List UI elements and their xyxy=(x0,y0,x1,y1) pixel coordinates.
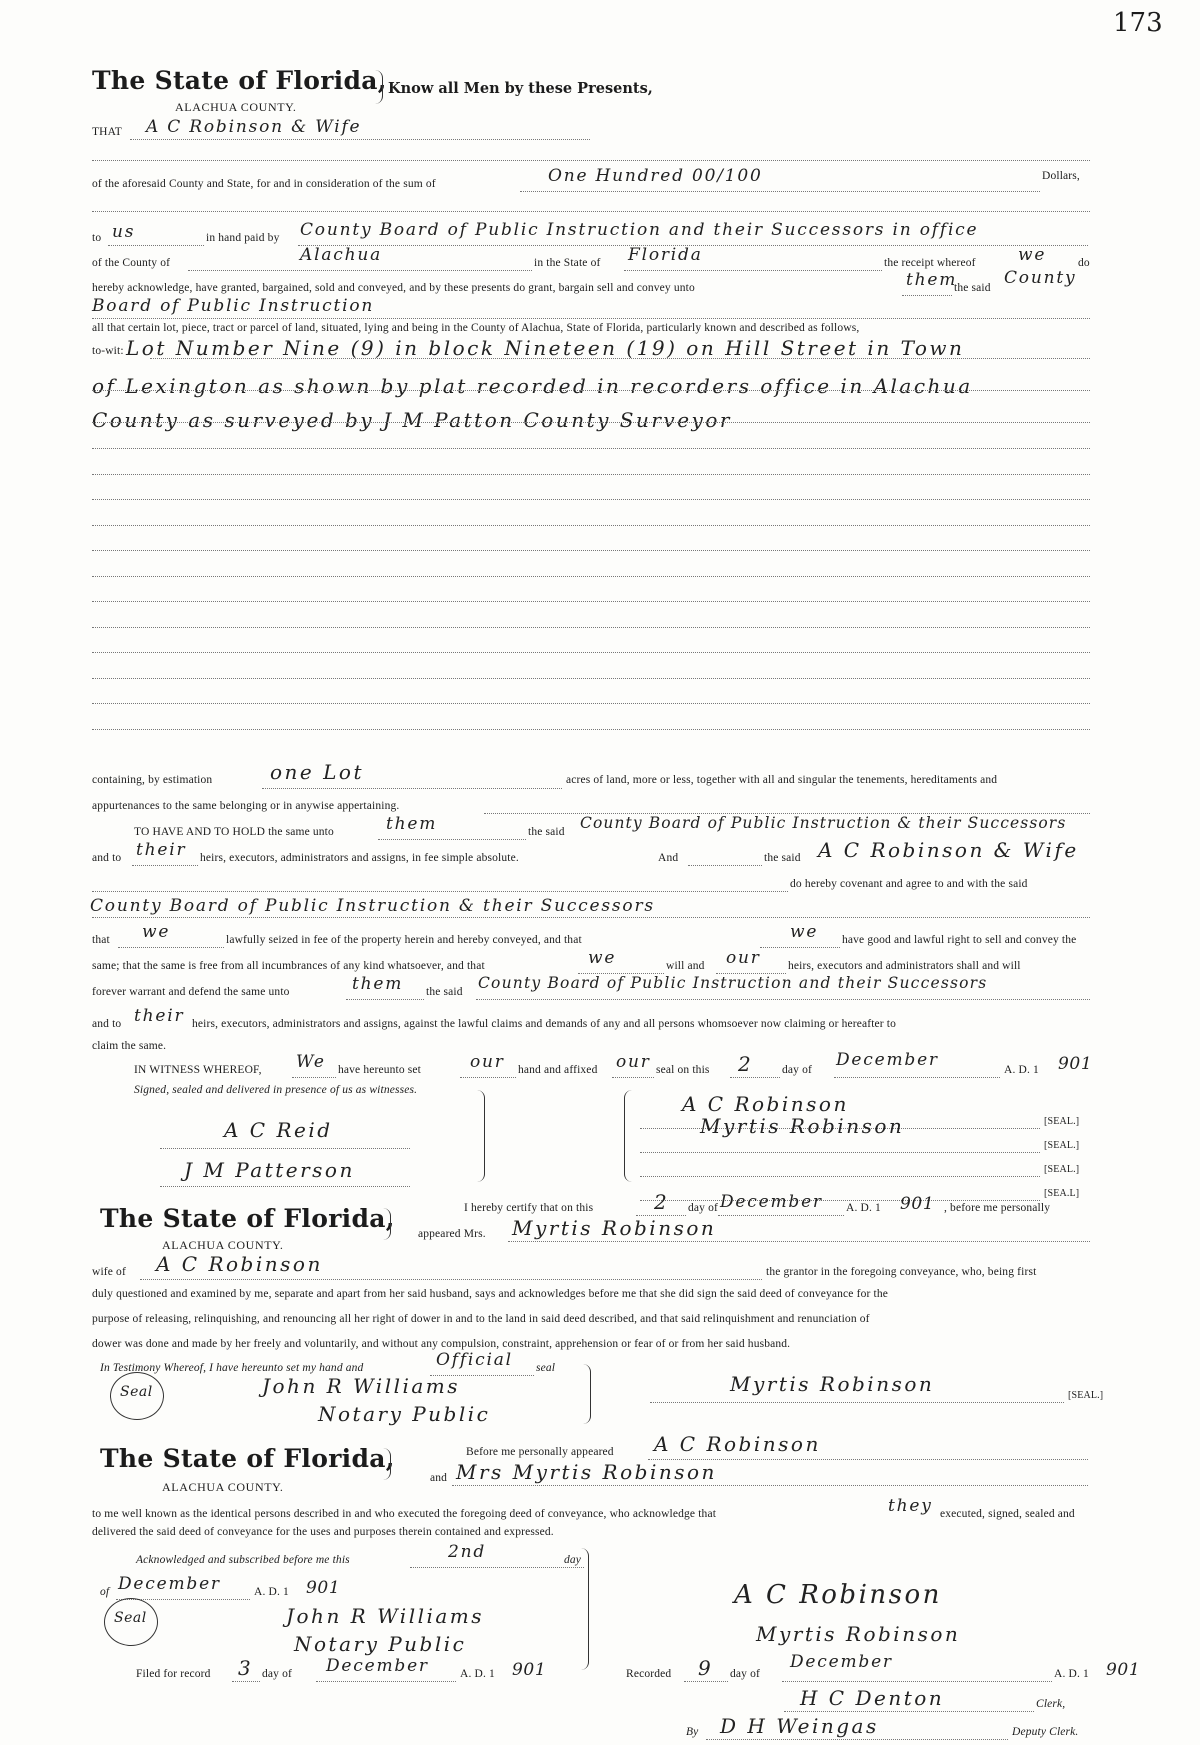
by-label: By xyxy=(686,1726,699,1738)
seal-label: [SEAL.] xyxy=(1044,1116,1080,1127)
fill-line xyxy=(730,1077,780,1078)
fill-line xyxy=(410,1567,584,1568)
fill-line xyxy=(108,245,204,246)
consideration-text: of the aforesaid County and State, for and in consideration of the sum of xyxy=(92,178,436,190)
seized-text: lawfully seized in fee of the property herein and hereby conveyed, and that xyxy=(226,934,582,946)
fill-line xyxy=(92,576,1090,577)
description-line: Lot Number Nine (9) in block Nineteen (19) on Hill Street in Town xyxy=(126,336,965,360)
fill-line xyxy=(150,358,1090,359)
seal-label: [SEAL.] xyxy=(1044,1164,1080,1175)
witness-value: We xyxy=(296,1052,326,1072)
fill-line xyxy=(378,839,526,840)
fill-line xyxy=(92,703,1090,704)
grantor-text: the grantor in the foregoing conveyance, who, being first xyxy=(766,1266,1037,1278)
signed-sealed-text: Signed, sealed and delivered in presence of us as witnesses. xyxy=(134,1084,418,1096)
covenant-party: County Board of Public Instruction & their Successors xyxy=(90,896,655,916)
year-value: 901 xyxy=(306,1578,341,1598)
notary-seal-text: Seal xyxy=(120,1384,153,1400)
to-label: to xyxy=(92,232,102,244)
fill-line xyxy=(92,422,1090,423)
the-said-label: the said xyxy=(528,826,565,838)
forever-value: them xyxy=(352,974,404,994)
seal-value: our xyxy=(616,1052,651,1072)
wife-name: Myrtis Robinson xyxy=(512,1216,717,1240)
fill-line xyxy=(718,1215,844,1216)
recorded-month: December xyxy=(790,1652,893,1672)
hereby-text: hereby acknowledge, have granted, bargained, sold and conveyed, and by these presents do grant, bargain sell and convey unto xyxy=(92,282,695,294)
day-value: 2 xyxy=(738,1052,754,1076)
fill-line xyxy=(92,211,1090,212)
they-value: they xyxy=(888,1496,933,1516)
of-county-label: of the County of xyxy=(92,257,171,269)
and-label: And xyxy=(658,852,679,864)
recorded-day: 9 xyxy=(698,1656,714,1680)
fill-line xyxy=(118,947,224,948)
fill-line xyxy=(92,160,1090,161)
person-two-name: Mrs Myrtis Robinson xyxy=(456,1460,717,1484)
habendum-text: TO HAVE AND TO HOLD the same unto xyxy=(134,826,334,838)
grantee-continued: Board of Public Instruction xyxy=(92,296,375,316)
notary-brace xyxy=(580,1364,591,1424)
grantor-signature: Myrtis Robinson xyxy=(700,1114,905,1138)
habendum-value: them xyxy=(386,814,438,834)
ad-label: A. D. 1 xyxy=(846,1202,881,1214)
fill-line xyxy=(130,139,590,140)
wife-of-label: wife of xyxy=(92,1266,126,1278)
free-text: same; that the same is free from all incumbrances of any kind whatsoever, and that xyxy=(92,960,485,972)
state-title: The State of Florida, xyxy=(100,1204,395,1233)
day-of-label: day of xyxy=(262,1668,292,1680)
notary-brace xyxy=(578,1548,589,1670)
lot-text: all that certain lot, piece, tract or parcel of land, situated, lying and being in the County of Alachua, State of Florida, particularly known and described as follows, xyxy=(92,322,860,334)
and-to-label: and to xyxy=(92,852,122,864)
month-value: December xyxy=(720,1192,823,1212)
fill-line xyxy=(640,1200,1040,1201)
fill-line xyxy=(232,1681,260,1682)
fill-line xyxy=(902,295,952,296)
fill-line xyxy=(782,1681,1052,1682)
sum-value: One Hundred 00/100 xyxy=(548,166,763,186)
notary-signature: John R Williams xyxy=(262,1374,461,1398)
clerk-label: Clerk, xyxy=(1036,1698,1066,1710)
appurtenances-text: appurtenances to the same belonging or in anywise appertaining. xyxy=(92,800,400,812)
fill-line xyxy=(92,678,1090,679)
claims-text: heirs, executors, administrators and assigns, against the lawful claims and demands of any and all persons whomsoever now claiming or hereafter to xyxy=(192,1018,897,1030)
witness-brace xyxy=(474,1090,485,1182)
filed-year: 901 xyxy=(512,1660,547,1680)
filed-day: 3 xyxy=(238,1656,254,1680)
receipt-label: the receipt whereof xyxy=(884,257,976,269)
rec-ad-label: A. D. 1 xyxy=(1054,1668,1089,1680)
right-text: have good and lawful right to sell and convey the xyxy=(842,934,1077,946)
deputy-label: Deputy Clerk. xyxy=(1012,1726,1079,1738)
notary-seal-text: Seal xyxy=(114,1610,147,1626)
fill-line xyxy=(92,917,1090,918)
fill-line xyxy=(92,448,1090,449)
fill-line xyxy=(160,1148,410,1149)
fill-line xyxy=(346,999,424,1000)
to-value: us xyxy=(112,222,136,242)
header-brace xyxy=(372,70,383,104)
day-of-label: day of xyxy=(782,1064,812,1076)
their-value: their xyxy=(134,1006,185,1026)
said-value: County xyxy=(1004,268,1077,288)
grantor-signature: A C Robinson xyxy=(682,1092,849,1116)
month-value: December xyxy=(118,1574,221,1594)
fill-line xyxy=(160,1186,410,1187)
before-me-text: , before me personally xyxy=(944,1202,1051,1214)
fill-line xyxy=(520,191,1040,192)
description-line: County as surveyed by J M Patton County Surveyor xyxy=(92,408,732,432)
testimony-text: In Testimony Whereof, I have hereunto set my hand and xyxy=(100,1362,364,1374)
fill-line xyxy=(684,1681,728,1682)
county-value: Alachua xyxy=(300,245,383,265)
recorded-year: 901 xyxy=(1106,1660,1141,1680)
acres-value: one Lot xyxy=(270,760,364,784)
the-said-label-2: the said xyxy=(764,852,801,864)
grantor-signature: A C Robinson xyxy=(734,1580,942,1610)
that-label: THAT xyxy=(92,126,122,138)
hand-value: our xyxy=(470,1052,505,1072)
fill-line xyxy=(132,865,198,866)
seal-text: seal on this xyxy=(656,1064,710,1076)
fill-line xyxy=(650,1402,1064,1403)
person-one-name: A C Robinson xyxy=(654,1432,821,1456)
header-brace xyxy=(380,1208,391,1240)
grantor-signature: Myrtis Robinson xyxy=(756,1622,961,1646)
notary-title: Notary Public xyxy=(318,1402,491,1426)
county-name: ALACHUA COUNTY. xyxy=(175,100,297,114)
signature-brace xyxy=(624,1090,635,1182)
hand-text: hand and affixed xyxy=(518,1064,598,1076)
acknowledgment-line: duly questioned and examined by me, separate and apart from her said husband, says and acknowledges before me that she did sign the said deed of conveyance for the xyxy=(92,1288,888,1300)
header-brace xyxy=(380,1448,391,1480)
fill-line xyxy=(140,1279,762,1280)
fill-line xyxy=(92,550,1090,551)
will-value: we xyxy=(588,948,617,968)
deputy-signature: D H Weingas xyxy=(720,1714,879,1738)
receipt-value: we xyxy=(1018,245,1047,265)
day-word: day xyxy=(564,1554,582,1566)
filed-month: December xyxy=(326,1656,429,1676)
do-label: do xyxy=(1078,257,1090,269)
fill-line xyxy=(476,999,1090,1000)
fill-line xyxy=(92,729,1090,730)
month-value: December xyxy=(836,1050,939,1070)
county-name: ALACHUA COUNTY. xyxy=(162,1480,284,1494)
fill-line xyxy=(92,525,1090,526)
fill-line xyxy=(262,788,562,789)
year-value: 901 xyxy=(1058,1054,1093,1074)
fill-line xyxy=(92,601,1090,602)
will-and-label: will and xyxy=(666,960,705,972)
fill-line xyxy=(452,1485,1088,1486)
paid-by-label: in hand paid by xyxy=(206,232,280,244)
fill-line xyxy=(92,652,1090,653)
payer-name: County Board of Public Instruction and their Successors in office xyxy=(300,220,979,240)
ad-label: A. D. 1 xyxy=(254,1586,289,1598)
acknowledge-text-end: executed, signed, sealed and xyxy=(940,1508,1075,1520)
heirs-text: heirs, executors, administrators and assigns, in fee simple absolute. xyxy=(200,852,519,864)
our-value: our xyxy=(726,948,761,968)
forever-text: forever warrant and defend the same unto xyxy=(92,986,290,998)
page-number: 173 xyxy=(1113,8,1163,38)
seal-label: [SEA.L] xyxy=(1044,1188,1080,1199)
wife-signature: Myrtis Robinson xyxy=(730,1372,935,1396)
fill-line xyxy=(784,1711,1034,1712)
claim-text: claim the same. xyxy=(92,1040,167,1052)
fill-line xyxy=(92,390,1090,391)
fill-line xyxy=(640,1176,1040,1177)
witness-signature: A C Reid xyxy=(224,1118,333,1142)
to-wit-label: to-wit: xyxy=(92,345,124,357)
delivered-text: delivered the said deed of conveyance for the uses and purposes therein contained and expressed. xyxy=(92,1526,554,1538)
heirs-will-text: heirs, executors and administrators shall and will xyxy=(788,960,1021,972)
day-of-label: day of xyxy=(688,1202,718,1214)
forever-party: County Board of Public Instruction and their Successors xyxy=(478,974,988,992)
seal-label: [SEAL.] xyxy=(1068,1390,1104,1401)
fill-line xyxy=(612,1077,654,1078)
in-state-label: in the State of xyxy=(534,257,601,269)
grantor-again: A C Robinson & Wife xyxy=(818,838,1079,862)
unto-value: them xyxy=(906,270,958,290)
seal-label: [SEAL.] xyxy=(1044,1140,1080,1151)
fill-line xyxy=(760,947,840,948)
clerk-signature: H C Denton xyxy=(800,1686,945,1710)
seal-type-value: Official xyxy=(436,1350,513,1370)
ad-label: A. D. 1 xyxy=(1004,1064,1039,1076)
fill-line xyxy=(292,1077,336,1078)
fill-line xyxy=(92,499,1090,500)
recorded-label: Recorded xyxy=(626,1668,672,1680)
fill-line xyxy=(688,865,762,866)
fill-line xyxy=(92,474,1090,475)
acknowledgment-line: dower was done and made by her freely and voluntarily, and without any compulsion, constraint, apprehension or fear of or from her said husband. xyxy=(92,1338,791,1350)
before-me-text: Before me personally appeared xyxy=(466,1446,614,1458)
acknowledgment-line: purpose of releasing, relinquishing, and renouncing all her right of dower in and to the land in said deed described, and that said relinquishment and renunciation of xyxy=(92,1313,870,1325)
fill-line xyxy=(92,891,788,892)
notary-title: Notary Public xyxy=(294,1632,467,1656)
that-label-2: that xyxy=(92,934,110,946)
grantor-name: A C Robinson & Wife xyxy=(146,117,362,137)
acres-text: acres of land, more or less, together with all and singular the tenements, hereditaments and xyxy=(566,774,998,786)
heirs-value: their xyxy=(136,840,187,860)
husband-name: A C Robinson xyxy=(156,1252,323,1276)
right-value: we xyxy=(790,922,819,942)
acknowledge-text: to me well known as the identical persons described in and who executed the foregoing deed of conveyance, who acknowledge that xyxy=(92,1508,717,1520)
appeared-label: appeared Mrs. xyxy=(418,1228,486,1240)
county-name: ALACHUA COUNTY. xyxy=(162,1238,284,1252)
ad-label: A. D. 1 xyxy=(460,1668,495,1680)
of-word: of xyxy=(100,1586,110,1598)
ack-subscribed-text: Acknowledged and subscribed before me this xyxy=(136,1554,350,1566)
fill-line xyxy=(188,270,532,271)
witness-signature: J M Patterson xyxy=(184,1158,355,1182)
filed-label: Filed for record xyxy=(136,1668,211,1680)
fill-line xyxy=(460,1077,516,1078)
day-value: 2 xyxy=(654,1190,670,1214)
state-title: The State of Florida, xyxy=(100,1444,395,1473)
fill-line xyxy=(316,1681,456,1682)
fill-line xyxy=(92,627,1090,628)
and-label: and xyxy=(430,1472,448,1484)
know-all-men: Know all Men by these Presents, xyxy=(388,80,653,97)
forever-said-label: the said xyxy=(426,986,463,998)
habendum-grantee: County Board of Public Instruction & their Successors xyxy=(580,814,1067,832)
fill-line xyxy=(640,1152,1040,1153)
hereunto-label: have hereunto set xyxy=(338,1064,422,1076)
rec-day-of-label: day of xyxy=(730,1668,760,1680)
state-value: Florida xyxy=(628,245,703,265)
year-value: 901 xyxy=(900,1194,935,1214)
state-title: The State of Florida, xyxy=(92,66,387,95)
day-value: 2nd xyxy=(448,1542,487,1562)
covenant-text: do hereby covenant and agree to and with the said xyxy=(790,878,1028,890)
seal-word: seal xyxy=(536,1362,556,1374)
witness-label: IN WITNESS WHEREOF, xyxy=(134,1064,262,1076)
dollars-label: Dollars, xyxy=(1042,170,1080,182)
fill-line xyxy=(624,270,882,271)
fill-line xyxy=(508,1241,1090,1242)
and-to-label-2: and to xyxy=(92,1018,122,1030)
seized-value: we xyxy=(142,922,171,942)
description-line: of Lexington as shown by plat recorded in recorders office in Alachua xyxy=(92,374,973,398)
containing-label: containing, by estimation xyxy=(92,774,213,786)
fill-line xyxy=(706,1739,1008,1740)
said-label: the said xyxy=(954,282,991,294)
certify-text: I hereby certify that on this xyxy=(464,1202,594,1214)
fill-line xyxy=(92,318,1090,319)
notary-signature: John R Williams xyxy=(286,1604,485,1628)
fill-line xyxy=(834,1077,1000,1078)
